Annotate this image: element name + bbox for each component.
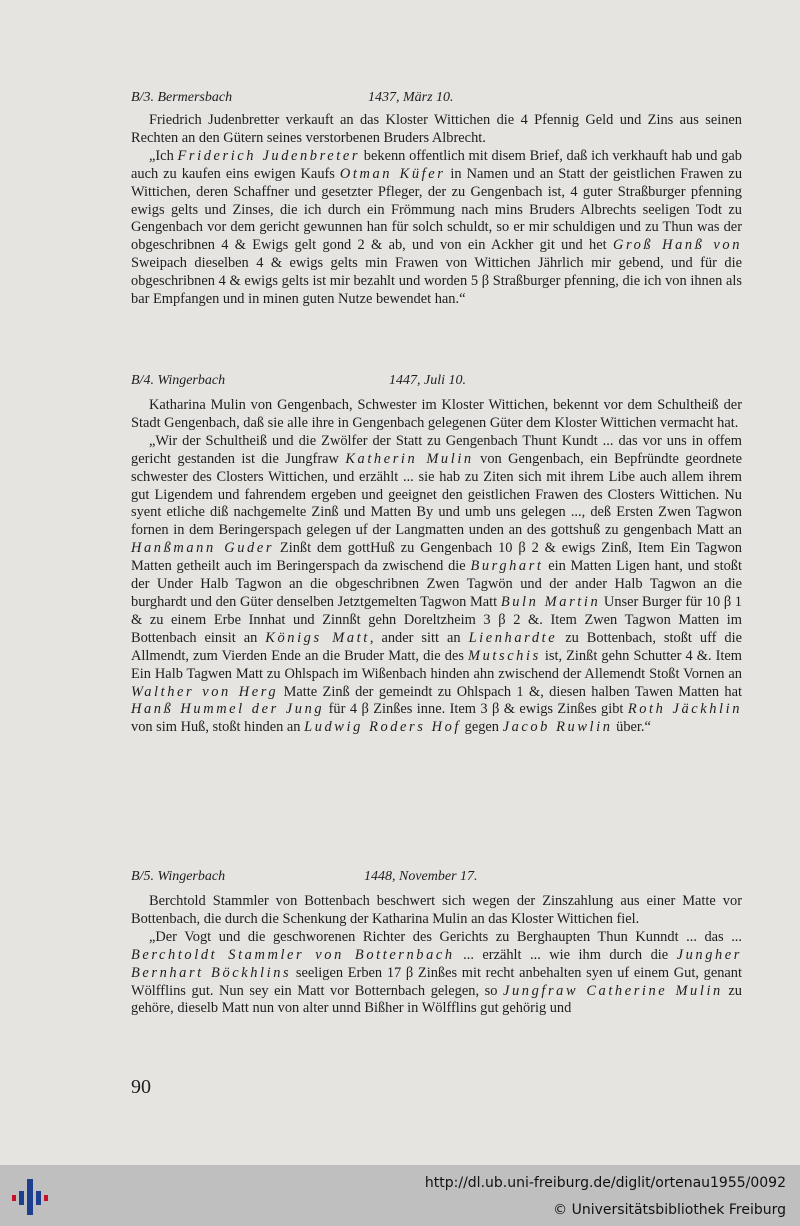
quote-text: , zum Vierden Ende an die [185,647,345,664]
quote-text: für 4 β Zinßes inne. Item 3 β & ewigs Zinßes gibt [324,701,628,718]
spaced-name: Katherin Mulin [345,450,474,467]
entry-signature: B/3. Bermersbach [131,90,233,105]
italic-term: Wölfflins gut [421,1000,499,1017]
entry-date: 1437, März 10. [368,90,454,105]
italic-term: Wölfflins gut. [131,982,214,999]
quote-text: „Der Vogt und die geschworenen Richter des Gerichts zu Berghaupten Thun Kunndt ... das ... [149,928,742,945]
page-number: 90 [131,1076,151,1098]
entry-summary: Berchtold Stammler von Bottenbach beschwert sich wegen der Zinszahlung aus einer Matte vor Bottenbach, die durch die Schenkung der Katharina Mulin an das Kloster Wittichen fiel. [131,893,742,927]
quote-text: über.“ [612,719,651,736]
quote-text: und den Güter denselben Jetztgemelten Tagwon Matt [186,593,501,610]
spaced-name: Lienhardte [468,629,558,646]
quote-text: ein Matten Ligen hant, und stoßt der Under Halb Tagwon an die obgeschribnen Zwen Tagwön und der ander Halb Tagwon an die [131,558,742,593]
spaced-name: Berchtoldt Stammler von Botternbach [131,946,455,963]
quote-text: „Ich [149,147,178,164]
quote-text: Unser Burger für 10 β 1 & zu einem Erbe Innhat und Zinnßt gehn Doreltzheim 3 β 2 &. Item Zwen Tagwon Matten im Bottenbach einsit an [131,593,742,646]
entry-date: 1447, Juli 10. [389,373,466,388]
spaced-name: Königs Matt [265,629,370,646]
quote-text: gehörig und [498,1000,572,1017]
quote-text: gegen [461,719,503,736]
quote-text: gelegen, so [425,982,503,999]
spaced-name: Hanß Hummel der Jung [131,701,325,718]
copyright-text: © Universitätsbibliothek Freiburg [553,1202,786,1218]
quote-text: „Wir der Schultheiß und die Zwölfer der Statt zu Gengenbach Thunt Kundt ... das vor uns in offem gericht gestanden ist die Jungfraw [131,432,742,467]
spaced-name: Jungher Bernhart Böckhlins [131,946,742,981]
italic-term: uf der Langmatten [355,522,465,539]
quote-text: zu Bottenbach, stoßt uff [557,629,725,646]
entry-body [131,397,742,737]
entry-body [131,893,742,1018]
italic-term: Bruder Matt [344,647,416,664]
quote-text: ist, Zinßt gehn Schutter 4 &. Item Ein Halb Tagwen Matt zu Ohlspach im Wißenbach hinden ahn zwischend [131,647,743,682]
quote-text: , die des [415,647,469,664]
entry-signature: B/5. Wingerbach [131,869,226,884]
footer-bar [0,1165,800,1226]
spaced-name: Buln Martin [500,593,601,610]
source-url-link[interactable]: http://dl.ub.uni-freiburg.de/diglit/ortenau1955/0092 [424,1175,786,1191]
spaced-name: Roth Jäckhlin [627,701,742,718]
quote-text: Stoßt Vornen an [645,665,742,682]
spaced-name: Ludwig Roders Hof [304,719,462,736]
spaced-name: Jacob Ruwlin [502,719,613,736]
italic-term: burghardt [131,593,187,610]
spaced-name: Jungfraw Catherine Mulin [503,982,723,999]
italic-term: ein Matt vor Botternbach [274,982,426,999]
italic-term: die Allmendt [131,629,742,664]
quote-text: unden an des gottshuß zu gengenbach Matt an [464,522,742,539]
entry-body [131,112,742,309]
spaced-name: Burghart [470,558,544,575]
entry-date: 1448, November 17. [364,869,478,884]
entry-heading [131,866,742,888]
quote-text: zu gehöre, dieselb Matt nun von alter unnd Bißher in [131,982,742,1017]
entry-heading [131,87,742,109]
spaced-name: Friderich Judenbreter [177,147,361,164]
spaced-name: Mutschis [468,647,541,664]
ub-freiburg-logo-icon[interactable] [10,1177,50,1217]
quote-text: Sweipach dieselben 4 & ewigs gelts min Frawen von Wittichen Jährlich mir gebend, und für die obgeschribnen 4 & ewigs gelts ist mir bezahlt und worden 5 β Straßburger pfenning, die ich von ihnen als bar Empfangen und in minen guten Nutze bewendet han.“ [131,255,742,308]
entry-quote [131,929,742,1019]
quote-text: , ander sitt an [369,629,469,646]
entry-summary: Katharina Mulin von Gengenbach, Schwester im Kloster Wittichen, bekennt vor dem Schultheiß der Stadt Gengenbach, daß sie alle ihre in Gengenbach gelegenen Güter dem Kloster Wittichen vermacht hat. [131,397,742,431]
entry-heading [131,370,742,392]
quote-text: seeligen Erben 17 β Zinßes mit recht anbehalten syen uf einem Gut, genant [291,964,742,981]
entry-summary: Friedrich Judenbretter verkauft an das Kloster Wittichen die 4 Pfennig Geld und Zins aus seinen Rechten an den Gütern seines verstorbenen Bruders Albrecht. [131,112,742,146]
entry-quote [131,433,742,737]
entry-quote [131,148,742,309]
italic-term: der Allemendt [562,665,646,682]
entry-signature: B/4. Wingerbach [131,373,226,388]
spaced-name: Otman Küfer [339,165,446,182]
quote-text: bekenn offentlich mit disem Brief, daß ich verkhauft hab und gab auch zu kaufen eins ewigen Kaufs [131,147,742,182]
quote-text: Nun sey [213,982,275,999]
spaced-name: Walther von Herg [131,683,279,700]
quote-text: von sim Huß, stoßt hinden an [131,719,305,736]
quote-text: von Gengenbach, ein Bepfründte geordnete schwester des Closters Wittichen, und erzählt ... sie hab zu Ziten sich mit ihrem Libe auch allem ihrem gut Ligendem und fahrendem ergeben und geeignet den geistlichen Frawen des Closters Wittichen. Nu syent etliche diß nachgemelte Zinß und Matten By und umb uns gelegen ..., deß Ersten Zwen Tagwon fornen in dem Beringerspach gelegen [131,450,742,539]
quote-text: in Namen und an Statt der geistlichen Frawen zu Wittichen, deren Schaffner und gesetzter Pfleger, der zu Gengenbach ist, 4 guter Straßburger pfenning ewigs gelts und Zinses, die ich durch ein Frömmung nach mins Bruders Albrechts seeligen Todt zu Gengenbach vor dem gericht gewunnen han für solch schuldt, so er mir schuldigen und zu Thun was der obgeschribnen 4 & Ewigs gelt gond 2 & ab, und von ein Ackher git und het [131,165,743,254]
quote-text: Matte Zinß der gemeindt zu Ohlspach 1 &, diesen halben Tawen Matten hat [278,683,743,700]
quote-text: Zinßt dem gottHuß zu Gengenbach 10 β 2 & ewigs Zinß, Item Ein Tagwon Matten getheilt auch im Beringerspach da zwischend die [131,540,742,575]
spaced-name: Hanßmann Guder [131,540,275,557]
quote-text: ... erzählt ... wie ihm durch die [454,946,677,963]
spaced-name: Groß Hanß von [612,237,742,254]
